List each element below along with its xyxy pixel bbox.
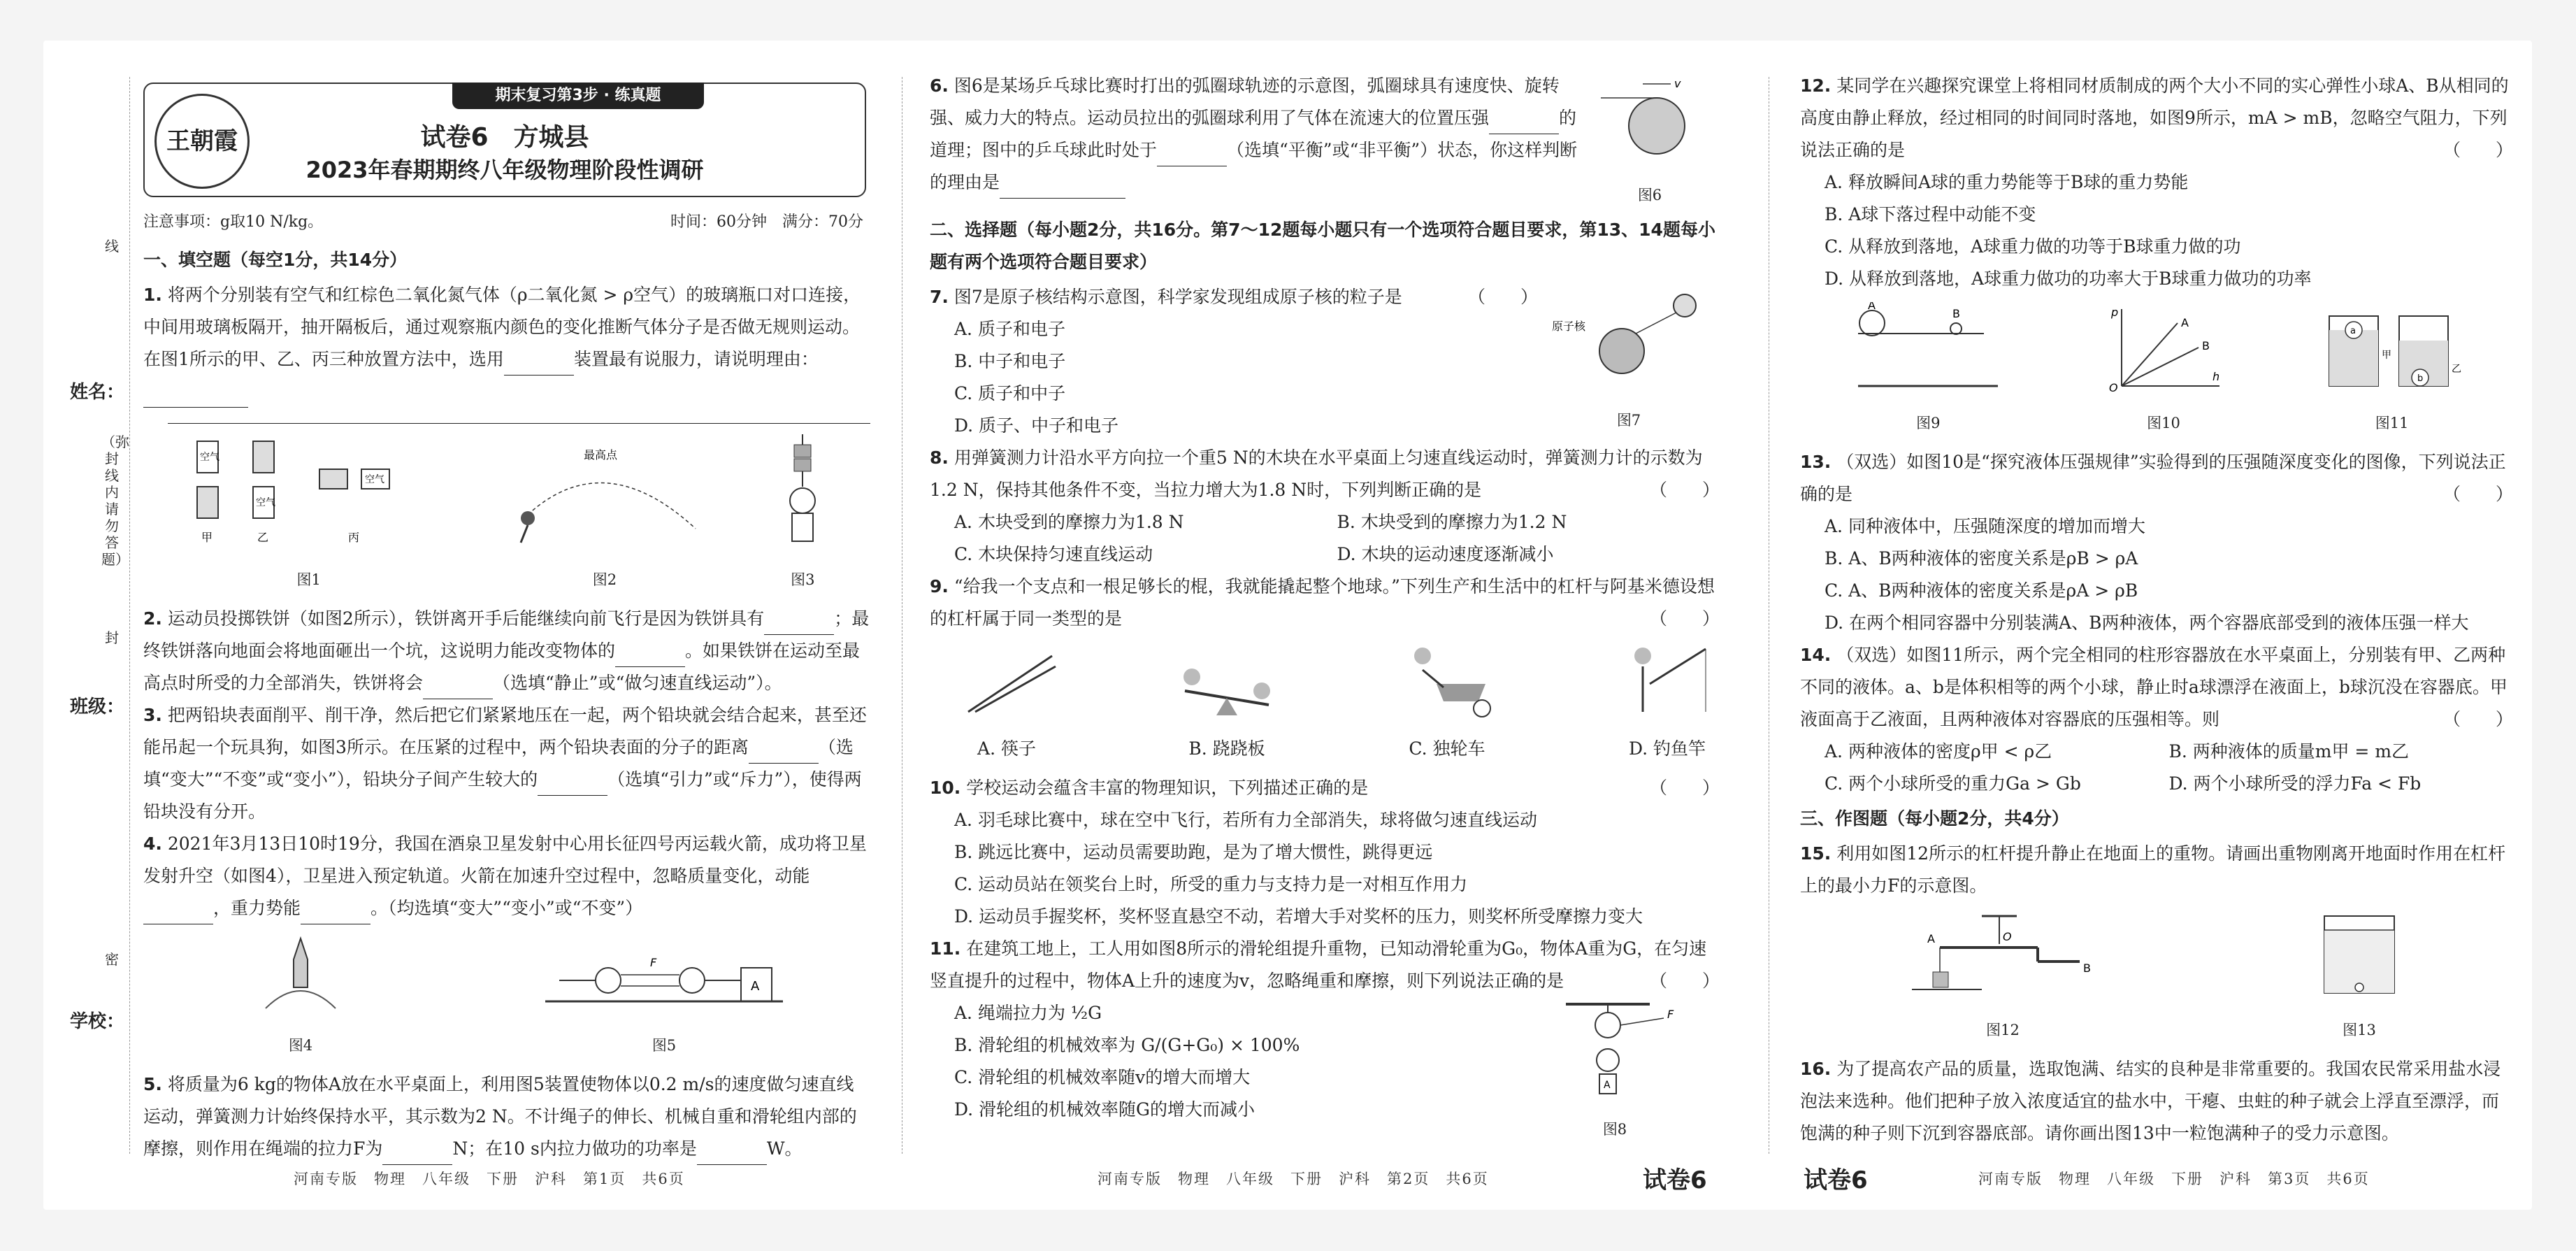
q1-number: 1. xyxy=(143,285,162,305)
q14-option-a[interactable]: A. 两种液体的密度ρ甲 < ρ乙 xyxy=(1825,741,2052,762)
q8-option-c[interactable]: C. 木块保持匀速直线运动 xyxy=(954,544,1153,564)
q14-options-row-2 xyxy=(1825,768,2513,800)
q2-text3: 。如果铁饼在运动至最高点时所受的力全部消失，铁饼将会 xyxy=(143,641,861,693)
q9-option-d-image[interactable] xyxy=(1615,642,1720,765)
figure-5 xyxy=(538,931,790,1061)
figure-7 xyxy=(1538,281,1720,442)
question-6 xyxy=(930,70,1580,211)
fig12-label-b: B xyxy=(2083,962,2091,975)
q3-blank-1[interactable] xyxy=(749,742,819,764)
figure-6 xyxy=(1580,70,1720,211)
q7-number: 7. xyxy=(930,287,949,307)
column-2 xyxy=(930,70,1720,1145)
q6-number: 6. xyxy=(930,76,949,96)
question-1 xyxy=(143,279,870,408)
figure-2-caption: 图2 xyxy=(592,571,617,588)
question-12 xyxy=(1800,70,2513,166)
question-14 xyxy=(1800,639,2513,736)
exam-header xyxy=(143,83,866,197)
q6-blank-3[interactable] xyxy=(1000,177,1125,199)
binding-warning: （弥封线内请勿答题） xyxy=(101,434,129,568)
question-13 xyxy=(1800,446,2513,510)
q10-option-c[interactable]: C. 运动员站在领奖台上时，所受的重力与支持力是一对相互作用力 xyxy=(954,874,1468,894)
question-7-block xyxy=(930,281,1720,442)
figure-1 xyxy=(169,431,449,596)
fig6-label-v: v xyxy=(1674,77,1681,90)
footer-page-3: 河南专版 物理 八年级 下册 沪科 第3页 共6页 xyxy=(1978,1171,2370,1187)
figure-11-caption: 图11 xyxy=(2375,415,2409,431)
question-16 xyxy=(1800,1053,2513,1150)
column-1 xyxy=(143,241,870,1165)
fig1-air-a: 空气 xyxy=(199,452,220,463)
figures-4-5 xyxy=(143,931,870,1061)
figure-11-diagram xyxy=(2315,302,2469,393)
q12-option-a[interactable]: A. 释放瞬间A球的重力势能等于B球的重力势能 xyxy=(1825,172,2189,192)
paper-tag-3: 试卷6 xyxy=(1804,1166,1868,1194)
question-8 xyxy=(930,442,1720,506)
wheelbarrow-icon xyxy=(1395,642,1499,719)
fig8-label-a: A xyxy=(1604,1080,1611,1091)
q11-option-b[interactable]: B. 滑轮组的机械效率为 G/(G+G₀) × 100% xyxy=(954,1035,1300,1055)
fig1-label-bing: 丙 xyxy=(347,531,359,544)
q5-text3: W。 xyxy=(766,1138,803,1159)
q11-option-a[interactable]: A. 绳端拉力为 ½G xyxy=(954,1003,1102,1023)
fig1-air-b: 空气 xyxy=(255,497,275,508)
q14-option-c[interactable]: C. 两个小球所受的重力Ga > Gb xyxy=(1825,773,2081,794)
q1-blank-2[interactable] xyxy=(143,386,248,408)
footer-page-2: 河南专版 物理 八年级 下册 沪科 第2页 共6页 xyxy=(1098,1171,1489,1187)
figure-5-diagram xyxy=(538,931,790,1015)
q9-option-a-image[interactable] xyxy=(954,642,1059,765)
figure-7-caption: 图7 xyxy=(1616,412,1641,429)
q9-option-images xyxy=(954,642,1720,765)
figure-1-diagram xyxy=(169,431,449,550)
figure-10-diagram xyxy=(2101,302,2226,393)
q14-answer-bracket[interactable]: （ ） xyxy=(2442,709,2513,729)
question-9 xyxy=(930,571,1720,635)
fig9-label-b: B xyxy=(1952,307,1961,320)
binding-mark-secret: 密 xyxy=(105,951,119,968)
fig5-label-f: F xyxy=(650,956,657,969)
q14-option-b[interactable]: B. 两种液体的质量m甲 = m乙 xyxy=(2168,741,2410,762)
question-15 xyxy=(1800,838,2513,902)
notes-left: 注意事项：g取10 N/kg。 xyxy=(143,213,324,231)
figure-10-caption: 图10 xyxy=(2147,415,2180,431)
q2-text2: ；最终铁饼落向地面会将地面砸出一个坑，这说明力能改变物体的 xyxy=(143,608,870,661)
q2-text: 运动员投掷铁饼（如图2所示），铁饼离开手后能继续向前飞行是因为铁饼具有 xyxy=(167,608,765,629)
q9-option-a: A. 筷子 xyxy=(977,738,1036,759)
figure-4 xyxy=(224,931,377,1061)
q9-option-c: C. 独轮车 xyxy=(1409,738,1485,759)
fig10-label-o: O xyxy=(2108,381,2118,393)
q10-option-d[interactable]: D. 运动员手握奖杯，奖杯竖直悬空不动，若增大手对奖杯的压力，则奖杯所受摩擦力变大 xyxy=(954,906,1643,927)
question-2 xyxy=(143,603,870,699)
q8-option-a[interactable]: A. 木块受到的摩擦力为1.8 N xyxy=(954,512,1184,532)
figure-1-caption: 图1 xyxy=(296,571,321,588)
q15-text: 利用如图12所示的杠杆提升静止在地面上的重物。请画出重物刚离开地面时作用在杠杆上的最小力F的示意图。 xyxy=(1800,843,2506,896)
column-3 xyxy=(1800,70,2513,1150)
q7-option-b[interactable]: B. 中子和电子 xyxy=(954,351,1066,371)
q8-option-b[interactable]: B. 木块受到的摩擦力为1.2 N xyxy=(1337,512,1567,532)
q11-option-c[interactable]: C. 滑轮组的机械效率随v的增大而增大 xyxy=(954,1067,1251,1087)
q12-option-d[interactable]: D. 从释放到落地，A球重力做功的功率大于B球重力做功的功率 xyxy=(1825,269,2312,289)
figures-1-3 xyxy=(143,431,870,596)
fig2-top-point: 最高点 xyxy=(583,448,617,462)
fig11-label-yi: 乙 xyxy=(2451,364,2461,375)
q1-text2: 装置最有说服力，请说明理由： xyxy=(573,349,819,369)
q9-option-b-image[interactable] xyxy=(1174,642,1279,765)
figures-12-13 xyxy=(1800,909,2513,1046)
q7-answer-bracket[interactable]: （ ） xyxy=(1467,287,1538,307)
fig10-label-a: A xyxy=(2180,316,2189,329)
figure-13-caption: 图13 xyxy=(2343,1022,2376,1038)
q3-number: 3. xyxy=(143,705,162,725)
q10-option-b[interactable]: B. 跳远比赛中，运动员需要助跑，是为了增大惯性，跳得更远 xyxy=(954,842,1433,862)
q1-answer-line[interactable] xyxy=(168,408,870,424)
figure-8 xyxy=(1510,997,1720,1145)
q14-text: （双选）如图11所示，两个完全相同的柱形容器放在水平桌面上，分别装有甲、乙两种不同的液体。a、b是体积相等的两个小球，静止时a球漂浮在液面上，b球沉没在容器底。甲液面高于乙液面，且两种液体对容器底的压强相等。则 xyxy=(1800,645,2507,729)
q5-text2: N；在10 s内拉力做功的功率是 xyxy=(452,1138,697,1159)
q9-number: 9. xyxy=(930,576,949,596)
q10-text: 学校运动会蕴含丰富的物理知识，下列描述正确的是 xyxy=(966,778,1369,798)
figure-12-caption: 图12 xyxy=(1986,1022,2020,1038)
q2-blank-3[interactable] xyxy=(423,678,493,699)
q13-option-b[interactable]: B. A、B两种液体的密度关系是ρB > ρA xyxy=(1825,548,2138,569)
figure-11 xyxy=(2315,302,2469,439)
figure-12-diagram xyxy=(1898,909,2108,1000)
question-3 xyxy=(143,699,870,828)
q16-text: 为了提高农产品的质量，选取饱满、结实的良种是非常重要的。我国农民常采用盐水浸泡法来选种。他们把种子放入浓度适宜的盐水中，干瘪、虫蛀的种子就会上浮直至漂浮，而饱满的种子则下沉到容器底部。请你画出图13中一粒饱满种子的受力示意图。 xyxy=(1800,1059,2501,1143)
fishing-rod-icon xyxy=(1615,642,1720,719)
q14-options-row-1 xyxy=(1825,736,2513,768)
q3-text3: （选填“引力”或“斥力”），使得两铅块没有分开。 xyxy=(143,769,862,822)
question-11 xyxy=(930,933,1720,997)
q12-answer-bracket[interactable]: （ ） xyxy=(2442,140,2513,160)
q8-number: 8. xyxy=(930,448,949,468)
question-4 xyxy=(143,828,870,924)
q11-answer-bracket[interactable]: （ ） xyxy=(1649,971,1720,991)
fig1-label-jia: 甲 xyxy=(201,531,213,544)
q10-option-a[interactable]: A. 羽毛球比赛中，球在空中飞行，若所有力全部消失，球将做匀速直线运动 xyxy=(954,810,1537,830)
seesaw-icon xyxy=(1174,642,1279,719)
q9-text: “给我一个支点和一根足够长的棍，我就能撬起整个地球。”下列生产和生活中的杠杆与阿基米德设想的杠杆属于同一类型的是 xyxy=(930,576,1715,629)
paper-tag-2: 试卷6 xyxy=(1643,1166,1707,1194)
school-field-label: 学校： xyxy=(70,1011,125,1032)
question-6-block xyxy=(930,70,1720,211)
figure-10 xyxy=(2101,302,2226,439)
fig10-label-h: h xyxy=(2212,370,2220,383)
q8-text: 用弹簧测力计沿水平方向拉一个重5 N的木块在水平桌面上匀速直线运动时，弹簧测力计的示数为1.2 N，保持其他条件不变，当拉力增大为1.8 N时，下列判断正确的是 xyxy=(930,448,1703,500)
q13-text: （双选）如图10是“探究液体压强规律”实验得到的压强随深度变化的图像，下列说法正确的是 xyxy=(1800,452,2506,504)
q5-text: 将质量为6 kg的物体A放在水平桌面上，利用图5装置使物体以0.2 m/s的速度做匀速直线运动，弹簧测力计始终保持水平，其示数为2 N。不计绳子的伸长、机械自重和滑轮组内部的摩擦，则作用在绳端的拉力F为 xyxy=(143,1074,857,1159)
exam-subtitle: 2023年春期期终八年级物理阶段性调研 xyxy=(305,157,704,183)
binding-mark-seal: 封 xyxy=(105,629,119,646)
q7-text: 图7是原子核结构示意图，科学家发现组成原子核的粒子是 xyxy=(954,287,1402,307)
q4-blank-2[interactable] xyxy=(301,903,370,924)
section-3-title: 三、作图题（每小题2分，共4分） xyxy=(1800,808,2069,829)
q6-blank-1[interactable] xyxy=(1489,113,1559,134)
binding-mark-line: 线 xyxy=(105,238,119,255)
fig1-label-yi: 乙 xyxy=(257,531,268,544)
q10-number: 10. xyxy=(930,778,961,798)
footer-page-1: 河南专版 物理 八年级 下册 沪科 第1页 共6页 xyxy=(294,1171,685,1187)
fig10-label-p: p xyxy=(2110,306,2119,319)
q4-text: 2021年3月13日10时19分，我国在酒泉卫星发射中心用长征四号丙运载火箭，成功将卫星发射升空（如图4），卫星进入预定轨道。火箭在加速升空过程中，忽略质量变化，动能 xyxy=(143,834,867,886)
q2-number: 2. xyxy=(143,608,162,629)
q3-text: 把两铅块表面削平、削干净，然后把它们紧紧地压在一起，两个铅块就会结合起来，甚至还能吊起一个玩具狗，如图3所示。在压紧的过程中，两个铅块表面的分子的距离 xyxy=(143,705,867,757)
figure-2-diagram xyxy=(500,431,710,550)
q15-number: 15. xyxy=(1800,843,1832,864)
q9-answer-bracket[interactable]: （ ） xyxy=(1649,608,1720,629)
header-tab: 期末复习第3步 · 练真题 xyxy=(452,83,704,109)
q6-blank-2[interactable] xyxy=(1157,145,1227,166)
q13-number: 13. xyxy=(1800,452,1832,472)
fig12-label-a: A xyxy=(1927,932,1935,945)
figure-5-caption: 图5 xyxy=(652,1037,677,1054)
q14-number: 14. xyxy=(1800,645,1832,665)
figure-6-caption: 图6 xyxy=(1637,187,1662,203)
q11-number: 11. xyxy=(930,938,961,959)
exam-title: 试卷6 方城县 xyxy=(420,123,589,152)
q5-blank-1[interactable] xyxy=(382,1143,452,1165)
q9-option-b: B. 跷跷板 xyxy=(1188,738,1265,759)
figure-9 xyxy=(1844,302,2012,439)
chopsticks-icon xyxy=(954,642,1059,719)
binding-line xyxy=(129,77,130,1154)
figure-3-caption: 图3 xyxy=(791,571,815,588)
fig12-label-o: O xyxy=(2003,930,2012,943)
fig11-label-b: b xyxy=(2417,373,2423,384)
figure-4-diagram xyxy=(224,931,377,1015)
figure-4-caption: 图4 xyxy=(288,1037,313,1054)
fig11-label-a: a xyxy=(2350,326,2356,336)
q3-blank-2[interactable] xyxy=(538,774,607,796)
q7-option-c[interactable]: C. 质子和中子 xyxy=(954,383,1066,403)
figure-13-diagram xyxy=(2303,909,2415,1000)
fig1-air-c: 空气 xyxy=(364,474,384,485)
q13-option-c[interactable]: C. A、B两种液体的密度关系是ρA > ρB xyxy=(1825,580,2138,601)
q2-blank-2[interactable] xyxy=(615,645,685,667)
q2-text4: （选填“静止”或“做匀速直线运动”）。 xyxy=(493,673,782,693)
q12-option-b[interactable]: B. A球下落过程中动能不变 xyxy=(1825,204,2036,224)
q4-blank-1[interactable] xyxy=(143,903,213,924)
fig9-label-a: A xyxy=(1868,302,1876,312)
q1-text: 将两个分别装有空气和红棕色二氧化氮气体（ρ二氧化氮 > ρ空气）的玻璃瓶口对口连接，中间用玻璃板隔开，抽开隔板后，通过观察瓶内颜色的变化推断气体分子是否做无规则运动。在图1所示的甲、乙、丙三种放置方法中，选用 xyxy=(143,285,861,369)
q5-blank-2[interactable] xyxy=(697,1143,767,1165)
q8-options-row-2 xyxy=(954,538,1720,571)
q5-number: 5. xyxy=(143,1074,162,1094)
figure-2 xyxy=(500,431,710,596)
exam-notes xyxy=(143,210,863,231)
notes-right: 时间：60分钟 满分：70分 xyxy=(670,213,863,231)
figure-8-diagram xyxy=(1538,997,1692,1102)
fig8-label-f: F xyxy=(1667,1008,1674,1021)
fig5-label-a: A xyxy=(751,979,760,994)
name-field-label: 姓名： xyxy=(70,382,125,403)
figure-6-diagram xyxy=(1587,70,1713,168)
question-5 xyxy=(143,1068,870,1165)
publisher-logo: 王朝霞 xyxy=(154,94,250,189)
figure-9-caption: 图9 xyxy=(1916,415,1941,431)
q13-answer-bracket[interactable]: （ ） xyxy=(2442,484,2513,504)
q2-blank-1[interactable] xyxy=(764,613,834,635)
q1-blank-1[interactable] xyxy=(504,354,574,376)
q12-text: 某同学在兴趣探究课堂上将相同材质制成的两个大小不同的实心弹性小球A、B从相同的高度由静止释放，经过相同的时间同时落地，如图9所示，mA > mB，忽略空气阻力，下列说法正确的是 xyxy=(1800,76,2509,160)
q6-text2: 的道理；图中的乒乓球此时处于 xyxy=(930,108,1577,160)
q9-option-d: D. 钓鱼竿 xyxy=(1628,738,1706,759)
q6-text: 图6是某场乒乓球比赛时打出的弧圈球轨迹的示意图，弧圈球具有速度快、旋转强、威力大的特点。运动员拉出的弧圈球利用了气体在流速大的位置压强 xyxy=(930,76,1560,128)
q8-option-d[interactable]: D. 木块的运动速度逐渐减小 xyxy=(1337,544,1554,564)
q13-option-a[interactable]: A. 同种液体中，压强随深度的增加而增大 xyxy=(1825,516,2145,536)
question-10 xyxy=(930,772,1720,804)
q7-option-d[interactable]: D. 质子、中子和电子 xyxy=(954,415,1119,436)
q9-option-c-image[interactable] xyxy=(1395,642,1499,765)
figure-7-diagram xyxy=(1545,281,1713,393)
q8-options-row-1 xyxy=(954,506,1720,538)
section-2-title: 二、选择题（每小题2分，共16分。第7～12题每小题只有一个选项符合题目要求，第13、14题每小题有两个选项符合题目要求） xyxy=(930,220,1715,272)
figure-3-diagram xyxy=(761,431,844,550)
q14-option-d[interactable]: D. 两个小球所受的浮力Fa < Fb xyxy=(2168,773,2422,794)
figure-13[interactable] xyxy=(2303,909,2415,1046)
question-11-options-block xyxy=(930,997,1720,1145)
figures-9-11 xyxy=(1800,302,2513,439)
q10-answer-bracket[interactable]: （ ） xyxy=(1649,778,1720,798)
q11-option-d[interactable]: D. 滑轮组的机械效率随G的增大而减小 xyxy=(954,1099,1255,1120)
figure-9-diagram xyxy=(1844,302,2012,393)
section-1-title: 一、填空题（每空1分，共14分） xyxy=(143,250,408,270)
question-7 xyxy=(930,281,1538,442)
q4-number: 4. xyxy=(143,834,162,854)
q6-text3: （选填“平衡”或“非平衡”）状态，你这样判断的理由是 xyxy=(930,140,1578,192)
q8-answer-bracket[interactable]: （ ） xyxy=(1649,480,1720,500)
q13-option-d[interactable]: D. 在两个相同容器中分别装满A、B两种液体，两个容器底部受到的液体压强一样大 xyxy=(1825,613,2469,633)
figure-3 xyxy=(761,431,844,596)
class-field-label: 班级： xyxy=(70,696,125,717)
q16-number: 16. xyxy=(1800,1059,1832,1079)
fig10-label-b: B xyxy=(2201,339,2210,352)
q12-option-c[interactable]: C. 从释放到落地，A球重力做的功等于B球重力做的功 xyxy=(1825,236,2241,257)
figure-12[interactable] xyxy=(1898,909,2108,1046)
fig11-label-jia: 甲 xyxy=(2381,350,2391,361)
fig7-nucleus-label: 原子核 xyxy=(1552,320,1586,333)
q3-text2: （选填“变大”“不变”或“变小”），铅块分子间产生较大的 xyxy=(143,737,854,789)
q12-number: 12. xyxy=(1800,76,1832,96)
q4-text3: 。（均选填“变大”“变小”或“不变”） xyxy=(370,898,643,918)
q11-text: 在建筑工地上，工人用如图8所示的滑轮组提升重物，已知动滑轮重为G₀，物体A重为G，在匀速竖直提升的过程中，物体A上升的速度为v，忽略绳重和摩擦，则下列说法正确的是 xyxy=(930,938,1707,991)
q4-text2: ，重力势能 xyxy=(213,898,301,918)
q7-option-a[interactable]: A. 质子和电子 xyxy=(954,319,1065,339)
figure-8-caption: 图8 xyxy=(1602,1121,1627,1138)
q11-options xyxy=(930,997,1510,1145)
